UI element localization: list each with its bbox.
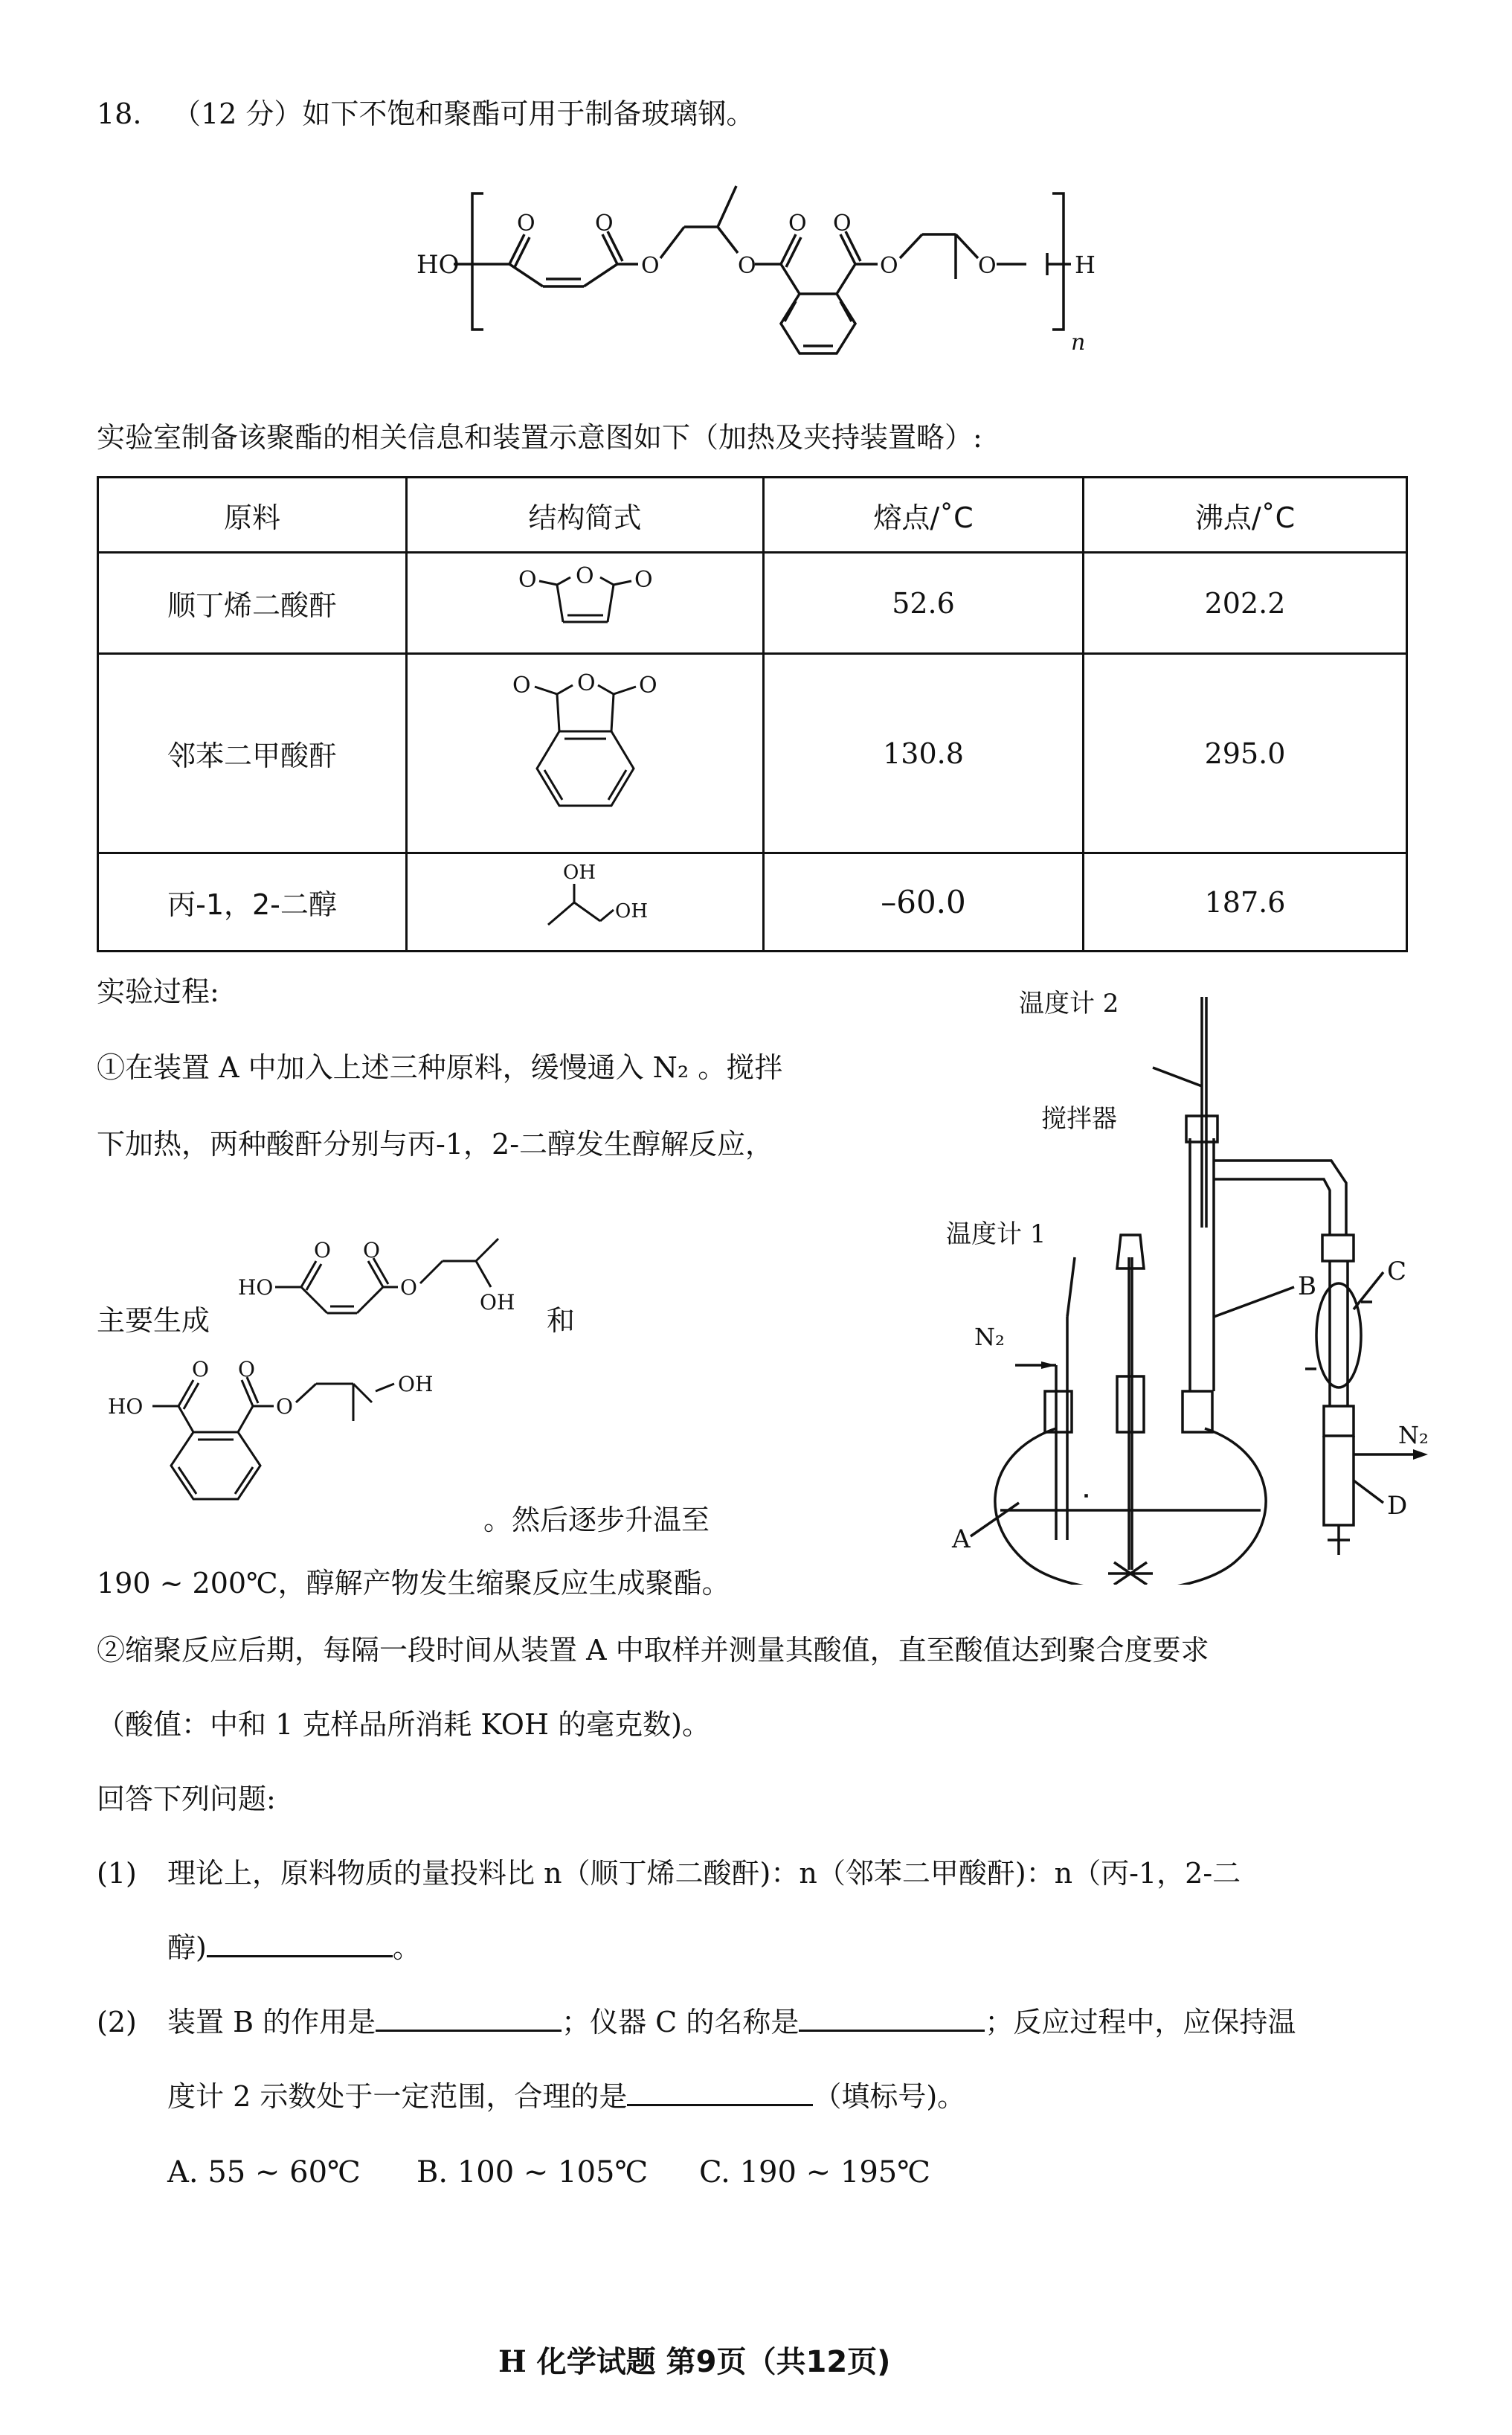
polymer-o-label: O bbox=[833, 211, 852, 237]
q1-line1: 理论上，原料物质的量投料比 n（顺丁烯二酸酐)：n（邻苯二甲酸酐)：n（丙-1，2-二 bbox=[167, 1857, 1241, 1890]
structure-oh-label: OH bbox=[398, 1372, 434, 1396]
procedure-step1-line3: 190 ~ 200℃，醇解产物发生缩聚反应生成聚酯。 bbox=[97, 1567, 730, 1600]
polymer-o-label: O bbox=[641, 253, 660, 279]
q1-line2-suffix: 。 bbox=[392, 1931, 421, 1964]
table-header-row bbox=[98, 478, 1407, 553]
apparatus-diagram bbox=[945, 989, 1450, 1585]
label-c: C bbox=[1387, 1257, 1407, 1286]
polymer-o-label: O bbox=[595, 211, 614, 237]
structure-o-label: O bbox=[518, 567, 537, 593]
structure-o-label: O bbox=[634, 567, 653, 593]
q2-number: (2) bbox=[97, 2006, 137, 2038]
table-row bbox=[98, 553, 1407, 654]
q2-line2-prefix: 度计 2 示数处于一定范围，合理的是 bbox=[167, 2080, 628, 2113]
procedure-step1-line2: 下加热，两种酸酐分别与丙-1，2-二醇发生醇解反应， bbox=[97, 1128, 774, 1161]
q2-line2-suffix: （填标号)。 bbox=[813, 2080, 966, 2113]
melting-point: –60.0 bbox=[764, 853, 1084, 952]
structure-oh-label: OH bbox=[480, 1290, 515, 1315]
procedure-title: 实验过程: bbox=[97, 975, 219, 1008]
answer-section-title: 回答下列问题: bbox=[97, 1783, 276, 1815]
procedure-then: 。然后逐步升温至 bbox=[483, 1504, 710, 1536]
structure-o-label: O bbox=[638, 673, 657, 699]
q1-line2 bbox=[167, 1931, 421, 1966]
q2-part3: ；反应过程中，应保持温 bbox=[985, 2006, 1296, 2038]
q2-option-c: C. 190 ~ 195℃ bbox=[699, 2155, 930, 2189]
structure-cell bbox=[407, 654, 764, 853]
q2-option-b: B. 100 ~ 105℃ bbox=[416, 2155, 649, 2189]
polymer-n-label: n bbox=[1071, 330, 1086, 356]
boiling-point: 295.0 bbox=[1084, 654, 1407, 853]
boiling-point: 187.6 bbox=[1084, 853, 1407, 952]
procedure-step2-line1: ②缩聚反应后期，每隔一段时间从装置 A 中取样并测量其酸值，直至酸值达到聚合度要求 bbox=[97, 1634, 1209, 1666]
table-intro: 实验室制备该聚酯的相关信息和装置示意图如下（加热及夹持装置略）: bbox=[97, 421, 982, 454]
structure-cell bbox=[407, 553, 764, 654]
structure-ho-label: HO bbox=[108, 1394, 144, 1419]
question-intro: （12 分）如下不饱和聚酯可用于制备玻璃钢。 bbox=[173, 97, 755, 130]
main-products-prefix: 主要生成 bbox=[97, 1304, 210, 1337]
structure-oh-label: OH bbox=[614, 900, 648, 923]
material-name: 丙-1，2-二醇 bbox=[98, 853, 407, 952]
structure-o-label: O bbox=[276, 1394, 293, 1419]
thermometer2-label: 温度计 2 bbox=[1019, 989, 1119, 1018]
n2-inlet-label: N₂ bbox=[974, 1323, 1005, 1351]
stirrer-label: 搅拌器 bbox=[1041, 1104, 1117, 1134]
polymer-structure bbox=[402, 167, 1116, 398]
phthalate-monoester-structure bbox=[97, 1339, 513, 1533]
melting-point: 130.8 bbox=[764, 654, 1084, 853]
q2-line1 bbox=[167, 2005, 1296, 2041]
label-b: B bbox=[1298, 1271, 1316, 1301]
header-material: 原料 bbox=[98, 478, 407, 553]
procedure-step2-line2: （酸值：中和 1 克样品所消耗 KOH 的毫克数)。 bbox=[97, 1708, 710, 1741]
table-row bbox=[98, 654, 1407, 853]
phthalic-anhydride-structure bbox=[474, 657, 697, 843]
procedure-step1-line1: ①在装置 A 中加入上述三种原料，缓慢通入 N₂ 。搅拌 bbox=[97, 1051, 783, 1084]
q1-number: (1) bbox=[97, 1857, 137, 1890]
q1-line2-prefix: 醇) bbox=[167, 1931, 207, 1964]
polymer-o-label: O bbox=[788, 211, 807, 237]
q2-answer-blank-3[interactable] bbox=[627, 2082, 813, 2106]
question-number: 18. bbox=[97, 97, 142, 130]
q2-option-a: A. 55 ~ 60℃ bbox=[167, 2155, 361, 2189]
structure-o-label: O bbox=[238, 1357, 255, 1382]
melting-point: 52.6 bbox=[764, 553, 1084, 654]
polymer-o-label: O bbox=[517, 211, 535, 237]
structure-o-label: O bbox=[363, 1238, 380, 1263]
polymer-o-label: O bbox=[880, 253, 898, 279]
structure-ho-label: HO bbox=[238, 1275, 274, 1300]
and-text: 和 bbox=[547, 1304, 576, 1337]
footer-text: 化学试题 第9页（共12页) bbox=[536, 2345, 891, 2379]
q2-answer-blank-2[interactable] bbox=[799, 2007, 985, 2032]
label-a: A bbox=[952, 1524, 971, 1554]
structure-o-label: O bbox=[575, 563, 594, 589]
thermometer1-label: 温度计 1 bbox=[946, 1219, 1046, 1249]
structure-o-label: O bbox=[314, 1238, 331, 1263]
structure-cell bbox=[407, 853, 764, 952]
footer bbox=[498, 2343, 890, 2381]
header-melting-point: 熔点/˚C bbox=[764, 478, 1084, 553]
material-name: 邻苯二甲酸酐 bbox=[98, 654, 407, 853]
q2-part2: ；仪器 C 的名称是 bbox=[562, 2006, 800, 2038]
structure-oh-label: OH bbox=[562, 862, 596, 884]
header-structure: 结构简式 bbox=[407, 478, 764, 553]
structure-o-label: O bbox=[192, 1357, 209, 1382]
maleate-monoester-structure bbox=[231, 1228, 576, 1339]
material-name: 顺丁烯二酸酐 bbox=[98, 553, 407, 654]
polymer-o-label: O bbox=[978, 253, 997, 279]
structure-o-label: O bbox=[576, 670, 596, 696]
polymer-h-label: H bbox=[1075, 251, 1096, 279]
n2-outlet-label: N₂ bbox=[1398, 1421, 1429, 1449]
polymer-ho-label: HO bbox=[416, 250, 460, 280]
q2-answer-blank-1[interactable] bbox=[376, 2007, 562, 2032]
table-row bbox=[98, 853, 1407, 952]
boiling-point: 202.2 bbox=[1084, 553, 1407, 654]
footer-h: H bbox=[498, 2344, 527, 2379]
structure-o-label: O bbox=[400, 1275, 417, 1300]
structure-o-label: O bbox=[512, 673, 531, 699]
q2-part1: 装置 B 的作用是 bbox=[167, 2006, 376, 2038]
q2-line2 bbox=[167, 2079, 965, 2115]
maleic-anhydride-structure bbox=[489, 559, 682, 641]
propanediol-structure bbox=[489, 858, 682, 940]
materials-table bbox=[97, 476, 1408, 952]
q1-answer-blank[interactable] bbox=[207, 1933, 393, 1957]
polymer-o-label: O bbox=[738, 253, 756, 279]
label-d: D bbox=[1387, 1491, 1408, 1521]
header-boiling-point: 沸点/˚C bbox=[1084, 478, 1407, 553]
